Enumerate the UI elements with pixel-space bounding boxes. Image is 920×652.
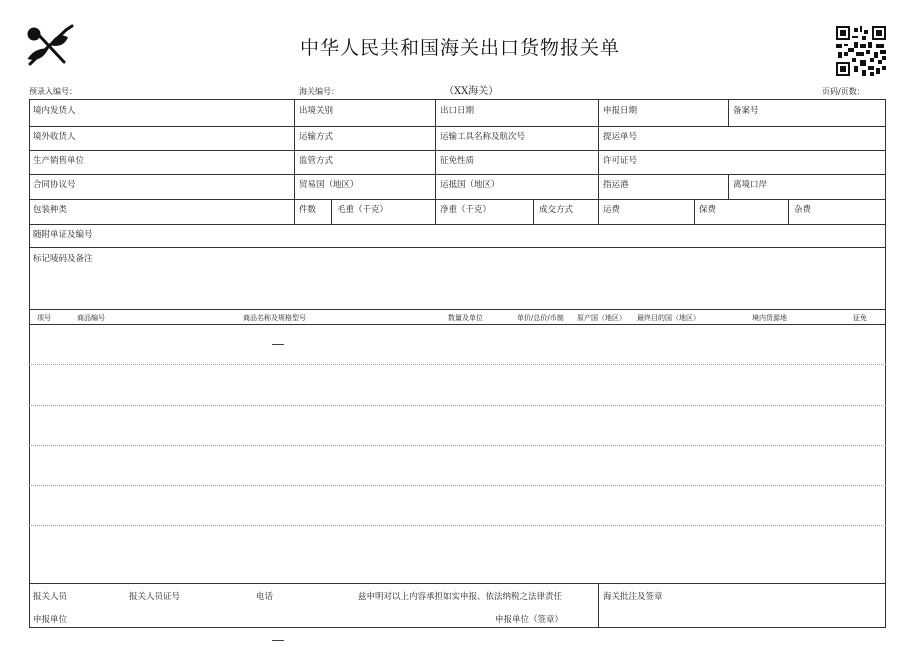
domestic-consignor-label: 境内发货人 bbox=[33, 106, 76, 116]
declaration-statement: 兹申明对以上内容承担如实申报、依法纳税之法律责任 bbox=[358, 592, 563, 602]
declaring-unit-seal-label: 申报单位（签章） bbox=[495, 615, 564, 625]
declarant-label: 报关人员 bbox=[33, 592, 68, 602]
page-number-label: 页码/页数： bbox=[822, 87, 865, 96]
col-domestic-source: 境内货源地 bbox=[752, 314, 787, 322]
vessel-voyage-label: 运输工具名称及航次号 bbox=[440, 132, 526, 142]
insurance-label: 保费 bbox=[699, 205, 717, 215]
col-commodity-code: 商品编号 bbox=[77, 314, 105, 322]
marks-remarks-label: 标记唛码及备注 bbox=[33, 254, 93, 264]
customs-notes-label: 海关批注及签章 bbox=[603, 592, 663, 602]
transaction-mode-label: 成交方式 bbox=[539, 205, 574, 215]
form-title: 中华人民共和国海关出口货物报关单 bbox=[299, 37, 620, 59]
overseas-consignee-label: 境外收货人 bbox=[33, 132, 76, 142]
destination-country-label: 运抵国（地区） bbox=[440, 180, 500, 190]
stray-mark bbox=[272, 344, 284, 345]
freight-label: 运费 bbox=[603, 205, 621, 215]
supervision-mode-label: 监管方式 bbox=[299, 156, 334, 166]
production-sales-unit-label: 生产销售单位 bbox=[33, 156, 85, 166]
declaration-date-label: 申报日期 bbox=[603, 106, 638, 116]
customs-name: （XX海关） bbox=[444, 86, 499, 97]
qr-code-icon bbox=[836, 26, 886, 76]
phone-label: 电话 bbox=[256, 592, 274, 602]
levy-nature-label: 征免性质 bbox=[440, 156, 475, 166]
exit-port-label: 离境口岸 bbox=[733, 180, 768, 190]
contract-number-label: 合同协议号 bbox=[33, 180, 76, 190]
col-quantity-unit: 数量及单位 bbox=[448, 314, 483, 322]
col-commodity-name: 商品名称及规格型号 bbox=[243, 314, 306, 322]
col-final-destination: 最终目的国（地区） bbox=[637, 314, 700, 322]
bill-of-lading-label: 提运单号 bbox=[603, 132, 638, 142]
declaring-unit-label: 申报单位 bbox=[33, 615, 68, 625]
col-price-currency: 单价/总价/币制 bbox=[517, 314, 564, 322]
transport-mode-label: 运输方式 bbox=[299, 132, 334, 142]
misc-charges-label: 杂费 bbox=[794, 205, 812, 215]
col-item-no: 项号 bbox=[37, 314, 51, 322]
license-number-label: 许可证号 bbox=[603, 156, 638, 166]
col-levy: 征免 bbox=[853, 314, 867, 322]
col-origin-country: 原产国（地区） bbox=[577, 314, 626, 322]
record-number-label: 备案号 bbox=[733, 106, 759, 116]
stray-mark bbox=[272, 640, 284, 641]
export-date-label: 出口日期 bbox=[440, 106, 475, 116]
net-weight-label: 净重（千克） bbox=[440, 205, 492, 215]
gross-weight-label: 毛重（千克） bbox=[337, 205, 389, 215]
trade-country-label: 贸易国（地区） bbox=[299, 180, 359, 190]
declarant-id-label: 报关人员证号 bbox=[129, 592, 181, 602]
exit-customs-label: 出境关别 bbox=[299, 106, 334, 116]
package-type-label: 包装种类 bbox=[33, 205, 68, 215]
customs-number-label: 海关编号： bbox=[299, 87, 339, 96]
pre-entry-number-label: 预录入编号： bbox=[29, 87, 77, 96]
port-of-destination-label: 指运港 bbox=[603, 180, 629, 190]
attached-documents-label: 随附单证及编号 bbox=[33, 230, 93, 240]
piece-count-label: 件数 bbox=[299, 205, 317, 215]
